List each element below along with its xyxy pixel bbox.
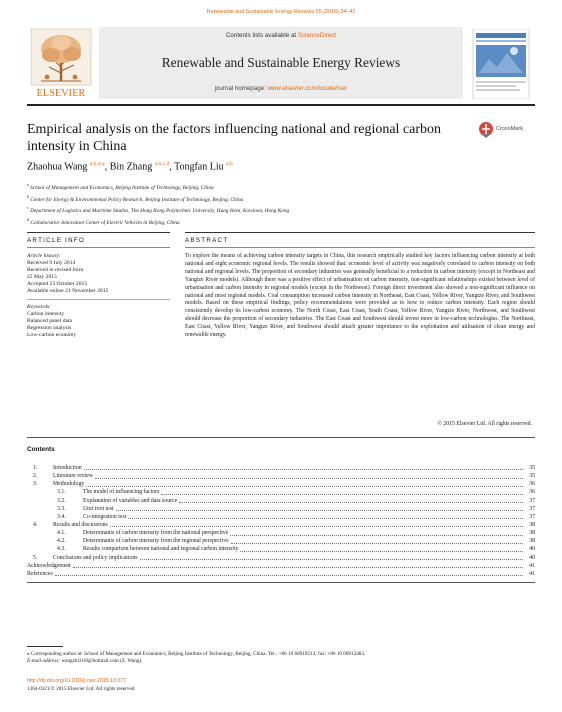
email-label: E-mail address: — [27, 658, 61, 664]
toc-entry-label: References — [27, 570, 53, 577]
author-affiliation-marks[interactable]: a,b,d,⁎ — [89, 161, 105, 167]
toc-entry-number: 4.3. — [57, 546, 66, 553]
footnote-rule — [27, 646, 63, 647]
contents-divider — [27, 582, 535, 583]
toc-entry[interactable] — [27, 497, 535, 505]
toc-entry-page: 38 — [529, 521, 535, 528]
keyword-item: Low-carbon economy — [27, 332, 77, 338]
toc-entry-label: Co-integration test — [83, 513, 127, 520]
footnote-text: ⁎ Corresponding author at: School of Management and Economics, Beijing Institute of Technology, Beijing, China. Tel.: +86 10 68918213; fax: +86 10 68912483. — [27, 651, 366, 657]
affiliation-item: $^d$ Collaborative Innovation Center of Electric Vehicles in Beijing, China — [27, 216, 180, 226]
sciencedirect-link[interactable]: ScienceDirect — [297, 32, 337, 39]
toc-leader-dots — [240, 551, 523, 552]
homepage-prefix: journal homepage: — [214, 85, 268, 92]
toc-entry-page: 38 — [529, 530, 535, 537]
toc-leader-dots — [140, 559, 523, 560]
toc-entry-label: Determinants of carbon intensity from the national perspective — [83, 530, 229, 537]
toc-entry[interactable] — [27, 570, 535, 578]
keyword-item: Carbon intensity — [27, 311, 65, 317]
crossmark-badge[interactable] — [478, 121, 538, 139]
toc-entry-number: 3.3. — [57, 505, 66, 512]
article-info-heading: ARTICLE INFO — [27, 237, 86, 244]
toc-entry-number: 1. — [33, 465, 38, 471]
toc-leader-dots — [161, 494, 523, 495]
author-name: Bin Zhang — [109, 161, 153, 173]
toc-entry[interactable] — [27, 472, 535, 480]
toc-leader-dots — [231, 543, 523, 544]
toc-entry-label: Acknowledgement — [27, 562, 71, 569]
author-affiliation-marks[interactable]: a,b — [226, 161, 233, 167]
toc-entry-label: Unit root test — [83, 505, 114, 512]
toc-entry[interactable] — [27, 513, 535, 521]
info-divider-right — [185, 232, 535, 233]
toc-entry-label: Methodology — [53, 481, 85, 488]
toc-leader-dots — [110, 526, 523, 527]
toc-entry-label: Literature review — [53, 473, 94, 480]
affiliation-item: $^a$ School of Management and Economics, Beijing Institute of Technology, Beijing, China — [27, 182, 214, 191]
doi-link[interactable]: http://dx.doi.org/10.1016/j.rser.2015.10.077 — [27, 678, 126, 684]
toc-entry[interactable] — [27, 488, 535, 496]
email-link[interactable]: wangzh1018@hotmail.com — [61, 658, 119, 664]
publisher-logo — [27, 27, 95, 99]
toc-entry-label: Results comparison between national and regional carbon intensity — [83, 546, 239, 553]
toc-entry-number: 3.1. — [57, 489, 66, 496]
info-subdivider-right — [185, 247, 535, 248]
toc-entry-page: 37 — [529, 513, 535, 520]
toc-entry[interactable] — [27, 505, 535, 513]
corresponding-author-footnote — [27, 651, 535, 665]
journal-cover-image — [467, 29, 535, 99]
toc-entry-number: 4.1. — [57, 530, 66, 537]
article-info — [27, 253, 170, 339]
journal-header — [27, 27, 535, 99]
toc-entry-page: 38 — [529, 538, 535, 545]
toc-entry[interactable] — [27, 562, 535, 570]
toc-entry[interactable] — [27, 554, 535, 562]
toc-entry-page: 37 — [529, 505, 535, 512]
toc-entry-page: 35 — [529, 465, 535, 471]
toc-leader-dots — [116, 510, 523, 511]
elsevier-tree-icon — [27, 27, 95, 87]
toc-entry-label: Explanation of variables and data source — [83, 497, 178, 504]
journal-title: Renewable and Sustainable Energy Reviews — [161, 55, 401, 70]
history-item: 22 May 2015 — [27, 274, 57, 280]
article-title: Empirical analysis on the factors influencing national and regional carbon intensity in China — [27, 122, 442, 154]
toc-entry-number: 3. — [33, 481, 38, 488]
toc-entry-page: 41 — [529, 570, 535, 577]
toc-entry[interactable] — [27, 545, 535, 553]
info-subdivider-left — [27, 247, 170, 248]
affiliation-item: $^c$ Department of Logistics and Maritime Studies, The Hong Kong Polytechnic University, Hung Hom, Kowloon, Hong Kong — [27, 205, 290, 214]
author-affiliation-marks[interactable]: a,b,c,d — [154, 161, 170, 167]
toc-leader-dots — [128, 518, 523, 519]
keywords-label: Keywords: — [27, 304, 52, 310]
toc-entry[interactable] — [27, 537, 535, 545]
toc-entry-page: 36 — [529, 489, 535, 496]
toc-entry-label: The model of influencing factors — [83, 489, 160, 496]
toc-entry-page: 40 — [529, 546, 535, 553]
toc-entry-page: 40 — [529, 554, 535, 561]
table-of-contents — [27, 464, 535, 578]
keyword-divider — [27, 299, 170, 300]
toc-entry-number: 5. — [33, 554, 38, 561]
toc-entry-label: Results and discussions — [53, 521, 108, 528]
author-name: Zhaohua Wang — [27, 161, 88, 173]
crossmark-icon — [478, 121, 494, 139]
affiliation-list — [27, 181, 535, 227]
toc-entry-number: 3.4. — [57, 513, 66, 520]
toc-entry-page: 41 — [529, 562, 535, 569]
publisher-logo-text: ELSEVIER — [36, 88, 86, 99]
info-divider-left — [27, 232, 170, 233]
toc-leader-dots — [55, 575, 523, 576]
contents-prefix: Contents lists available at — [225, 32, 298, 39]
email-line — [27, 658, 535, 665]
toc-leader-dots — [73, 567, 523, 568]
history-item: Available online 21 November 2015 — [27, 288, 109, 294]
history-item: Received 9 July 2014 — [27, 260, 76, 266]
toc-entry-number: 2. — [33, 473, 38, 480]
journal-citation: Renewable and Sustainable Energy Reviews 55 (2016) 34–42 — [206, 9, 356, 15]
history-label: Article history: — [27, 253, 62, 259]
abstract-heading: ABSTRACT — [185, 237, 229, 244]
journal-homepage — [99, 85, 463, 92]
contents-heading: Contents — [27, 446, 55, 453]
email-suffix: (Z. Wang). — [120, 658, 143, 664]
contents-availability — [99, 32, 463, 39]
toc-entry-number: 4. — [33, 521, 38, 528]
history-item: Accepted 23 October 2015 — [27, 281, 88, 287]
header-divider — [27, 104, 535, 106]
toc-leader-dots — [84, 469, 523, 470]
toc-entry-number: 4.2. — [57, 538, 66, 545]
toc-entry-label: Determinants of carbon intensity from the regional perspective — [83, 538, 229, 545]
toc-entry-label: Conclusions and policy implications — [53, 554, 138, 561]
keyword-item: Balanced panel data — [27, 318, 73, 324]
toc-leader-dots — [86, 486, 523, 487]
toc-entry-page: 37 — [529, 497, 535, 504]
toc-entry[interactable] — [27, 529, 535, 537]
toc-leader-dots — [95, 478, 523, 479]
toc-entry-number: 3.2. — [57, 497, 66, 504]
abstract-divider — [27, 437, 535, 438]
toc-entry[interactable] — [27, 480, 535, 488]
issn-line: 1364-0321/© 2015 Elsevier Ltd. All rights reserved. — [27, 686, 136, 692]
keyword-item: Regression analysis — [27, 325, 72, 331]
toc-entry-label: Introduction — [53, 465, 82, 471]
affiliation-item: $^b$ Center for Energy & Environmental Policy Research, Beijing Institute of Technology, Beijing, China — [27, 193, 244, 203]
author-name: Tongfan Liu — [174, 161, 224, 173]
history-item: Received in revised form — [27, 267, 84, 273]
homepage-link[interactable]: www.elsevier.com/locate/rser — [267, 85, 348, 92]
crossmark-label: CrossMark — [496, 126, 524, 132]
toc-entry-page: 35 — [529, 473, 535, 480]
toc-entry-page: 36 — [529, 481, 535, 488]
toc-leader-dots — [179, 502, 523, 503]
toc-entry[interactable] — [27, 464, 535, 472]
journal-banner — [99, 27, 463, 99]
author-list: Zhaohua Wang $^{a,b,d,⁎}$, Bin Zhang $^{a,b,c,d}$, Tongfan Liu $^{a,b}$ — [27, 161, 233, 173]
copyright-notice: © 2015 Elsevier Ltd. All rights reserved. — [437, 421, 532, 427]
abstract-text: To explore the means of achieving carbon intensity targets in China, this research empirically studied key factors influencing carbon intensity at both national and eight economic regional levels. The results showed that: economic level of activity was negatively correlated to carbon intensity on both national and regional levels. The proportion of secondary industries was generally beneficial to a reduction in carbon intensity (except in Northeast and Yangtze River models). Although there was a positive effect of urbanisation on carbon intensity, non-significant relationships existed between level of urbanisation and carbon intensity in regional models (except in the Northwest). Foreign direct investment also showed a non-significant influence on national and most regional models. Coal consumption increased carbon intensity in Northeast, East Coast, Yellow River, Yangtze River, and Southwest models. Based on these empirical findings, policy recommendations were provided as to how to reduce carbon intensity. Each region should consistently develop its low-carbon economy. The North Coast, East Coast, South Coast, Yellow River, Yangtze River, Northwest, and Southwest should decrease the proportion of secondary industries. The East Coast and Southwest should invest more in low-carbon technologies. The Northeast, East Coast, Yellow River, Yangtze River, and Southwest should attach greater importance to the exploitation and utilisation of clean energy and renewable energy. — [185, 253, 535, 339]
toc-entry[interactable] — [27, 521, 535, 529]
toc-leader-dots — [230, 535, 523, 536]
